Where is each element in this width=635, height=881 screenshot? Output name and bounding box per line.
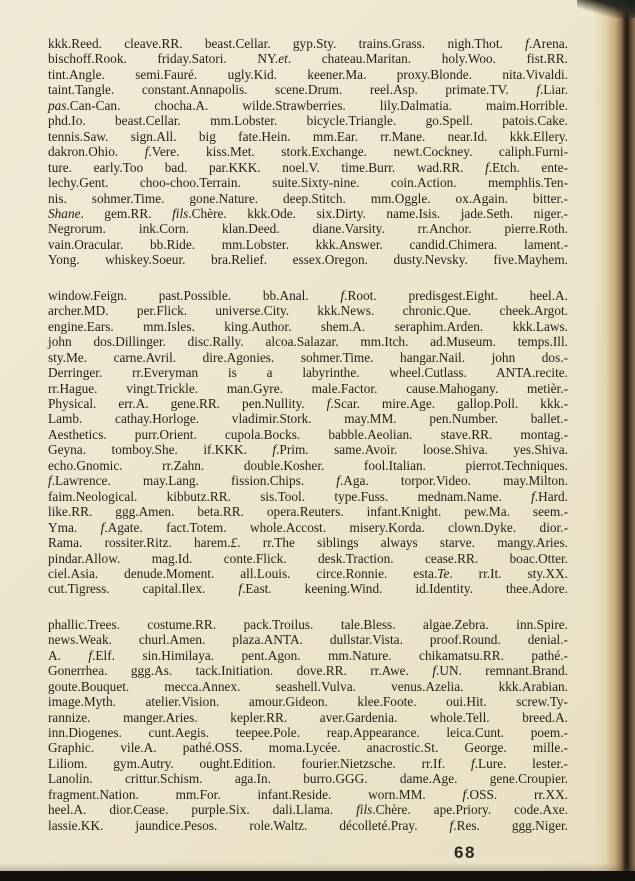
top-right-shadow — [577, 0, 635, 18]
text-line: news.Weak. churl.Amen. plaza.ANTA. dullstar.Vista. proof.Round. denial.- — [48, 632, 568, 648]
text-line: tint.Angle. semi.Fauré. ugly.Kid. keener.Ma. proxy.Blonde. nita.Vivaldi. — [48, 66, 568, 82]
text-line: Liliom. gym.Autry. ought.Edition. fourier.Nietzsche. rr.If. f.Lure. lester.- — [48, 755, 568, 771]
text-line: bischoff.Rook. friday.Satori. NY.et. chateau.Maritan. holy.Woo. fist.RR. — [48, 51, 568, 67]
text-line: Negrorum. ink.Corn. klan.Deed. diane.Varsity. rr.Anchor. pierre.Roth. — [48, 221, 568, 237]
page-number: 68 — [454, 843, 476, 862]
text-line: Gonerrhea. ggg.As. tack.Initiation. dove.RR. rr.Awe. f.UN. remnant.Brand. — [48, 663, 568, 679]
text-line: vain.Oracular. bb.Ride. mm.Lobster. kkk.Answer. candid.Chimera. lament.- — [48, 236, 568, 252]
text-line: goute.Bouquet. mecca.Annex. seashell.Vulva. venus.Azelia. kkk.Arabian. — [48, 678, 568, 694]
text-line: Derringer. rr.Everyman is a labyrinthe. wheel.Cutlass. ANTA.recite. — [48, 365, 568, 381]
text-line: lassie.KK. jaundice.Pesos. role.Waltz. décolleté.Pray. f.Res. ggg.Niger. — [48, 817, 568, 833]
text-line: ciel.Asia. denude.Moment. all.Louis. circe.Ronnie. esta.Te. rr.It. sty.XX. — [48, 565, 569, 581]
text-line: Yma. f.Agate. fact.Totem. whole.Accost. misery.Korda. clown.Dyke. dior.- — [48, 519, 568, 535]
text-line: lechy.Gent. choo-choo.Terrain. suite.Sixty-nine. coin.Action. memphlis.Ten- — [48, 175, 568, 191]
text-line: tennis.Saw. sign.All. big fate.Hein. mm.Ear. rr.Mane. near.Id. kkk.Ellery. — [48, 128, 568, 144]
text-line: rannize. manger.Aries. kepler.RR. aver.Gardenia. whole.Tell. breed.A. — [48, 709, 568, 725]
text-line: Aesthetics. purr.Orient. cupola.Bocks. babble.Aeolian. stave.RR. montag.- — [48, 426, 568, 442]
text-line: Rama. rossiter.Ritz. harem.£. rr.The siblings always starve. mangy.Aries. — [48, 535, 568, 551]
paragraph — [48, 36, 568, 268]
book-fore-edge — [593, 0, 635, 881]
text-line: image.Myth. atelier.Vision. amour.Gideon. klee.Foote. oui.Hit. screw.Ty- — [48, 694, 568, 710]
text-line: phd.Io. beast.Cellar. mm.Lobster. bicycle.Triangle. go.Spell. patois.Cake. — [48, 113, 568, 129]
text-line: rr.Hague. vingt.Trickle. man.Gyre. male.Factor. cause.Mahogany. metièr.- — [48, 380, 568, 396]
paragraph — [48, 288, 568, 597]
text-line: ture. early.Too bad. par.KKK. noel.V. time.Burr. wad.RR. f.Etch. ente- — [48, 159, 569, 175]
text-line: Lamb. cathay.Horloge. vladimir.Stork. may.MM. pen.Number. ballet.- — [48, 411, 568, 427]
text-line: heel.A. dior.Cease. purple.Six. dali.Llama. fils.Chère. ape.Priory. code.Axe. — [48, 802, 568, 818]
text-line: nis. sohmer.Time. gone.Nature. deep.Stitch. mm.Oggle. ox.Again. bitter.- — [48, 190, 568, 206]
text-block — [48, 36, 568, 833]
bottom-photo-edge — [0, 871, 635, 881]
bottom-shade — [0, 863, 635, 871]
text-line: taint.Tangle. constant.Annapolis. scene.Drum. reel.Asp. primate.TV. f.Liar. — [48, 82, 568, 98]
text-line: inn.Diogenes. cunt.Aegis. teepee.Pole. reap.Appearance. leica.Cunt. poem.- — [48, 725, 568, 741]
text-line: kkk.Reed. cleave.RR. beast.Cellar. gyp.Sty. trains.Grass. nigh.Thot. f.Arena. — [48, 36, 568, 51]
text-line: f.Lawrence. may.Lang. fission.Chips. f.Aga. torpor.Video. may.Milton. — [48, 473, 568, 489]
text-line: archer.MD. per.Flick. universe.City. kkk.News. chronic.Que. cheek.Argot. — [48, 303, 568, 319]
paragraph — [48, 617, 568, 833]
text-line: john dos.Dillinger. disc.Rally. alcoa.Salazar. mm.Itch. ad.Museum. temps.Ill. — [48, 334, 568, 350]
text-line: cut.Tigress. capital.Ilex. f.East. keening.Wind. id.Identity. thee.Adore. — [48, 581, 568, 597]
text-line: fragment.Nation. mm.For. infant.Reside. worn.MM. f.OSS. rr.XX. — [48, 786, 568, 802]
text-line: phallic.Trees. costume.RR. pack.Troilus. tale.Bless. algae.Zebra. inn.Spire. — [48, 616, 568, 632]
text-line: A. f.Elf. sin.Himilaya. pent.Agon. mm.Nature. chikamatsu.RR. pathé.- — [48, 647, 568, 663]
text-line: like.RR. ggg.Amen. beta.RR. opera.Reuters. infant.Knight. pew.Ma. seem.- — [48, 504, 568, 520]
text-line: Shane. gem.RR. fils.Chère. kkk.Ode. six.Dirty. name.Isis. jade.Seth. niger.- — [48, 205, 568, 221]
text-line: engine.Ears. mm.Isles. king.Author. shem.A. seraphim.Arden. kkk.Laws. — [48, 318, 568, 334]
text-line: sty.Me. carne.Avril. dire.Agonies. sohmer.Time. hangar.Nail. john dos.- — [48, 349, 568, 365]
text-line: Yong. whiskey.Soeur. bra.Relief. essex.Oregon. dusty.Nevsky. five.Mayhem. — [48, 252, 568, 268]
text-line: pindar.Allow. mag.Id. conte.Flick. desk.Traction. cease.RR. boac.Otter. — [48, 550, 568, 566]
text-line: pas.Can-Can. chocha.A. wilde.Strawberries. lily.Dalmatia. maim.Horrible. — [48, 97, 568, 113]
text-line: window.Feign. past.Possible. bb.Anal. f.Root. predisgest.Eight. heel.A. — [48, 287, 568, 303]
text-line: Lanolin. crittur.Schism. aga.In. burro.GGG. dame.Age. gene.Croupier. — [48, 771, 568, 787]
text-line: Graphic. vile.A. pathé.OSS. moma.Lycée. anacrostic.St. George. mille.- — [48, 740, 568, 756]
text-line: echo.Gnomic. rr.Zahn. double.Kosher. fool.Italian. pierrot.Techniques. — [48, 457, 568, 473]
text-line: dakron.Ohio. f.Vere. kiss.Met. stork.Exchange. newt.Cockney. caliph.Furni- — [48, 144, 568, 160]
text-line: Physical. err.A. gene.RR. pen.Nullity. f.Scar. mire.Age. gallop.Poll. kkk.- — [48, 395, 568, 411]
text-line: faim.Neological. kibbutz.RR. sis.Tool. type.Fuss. mednam.Name. f.Hard. — [48, 488, 568, 504]
text-line: Geyna. tomboy.She. if.KKK. f.Prim. same.Avoir. loose.Shiva. yes.Shiva. — [48, 442, 568, 458]
